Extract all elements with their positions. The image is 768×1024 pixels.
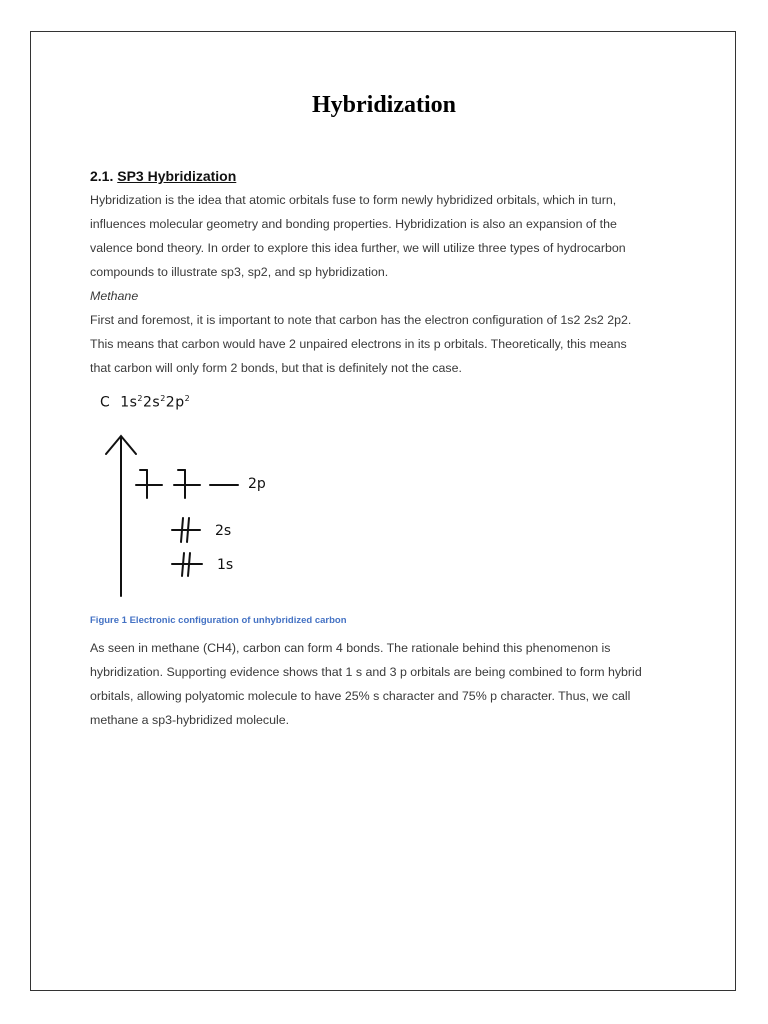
paragraph-line: methane a sp3-hybridized molecule. xyxy=(90,713,290,727)
electron-configuration-label xyxy=(100,394,190,411)
hybridization-paragraph xyxy=(90,636,690,732)
paragraph-line: hybridization. Supporting evidence shows that 1 s and 3 p orbitals are being combined to form hybrid xyxy=(90,665,642,679)
orbital-level-2p xyxy=(136,470,238,498)
level-label-2p: 2p xyxy=(248,476,266,492)
orbital-2s: 2s xyxy=(142,394,161,411)
methane-paragraph xyxy=(90,308,690,380)
paragraph-line: As seen in methane (CH4), carbon can form 4 bonds. The rationale behind this phenomenon is xyxy=(90,641,611,655)
paragraph-line: orbitals, allowing polyatomic molecule to have 25% s character and 75% p character. Thus, we call xyxy=(90,689,631,703)
exponent-2s: 2 xyxy=(160,394,166,403)
orbital-2p: 2p xyxy=(165,394,185,411)
paragraph-line: compounds to illustrate sp3, sp2, and sp hybridization. xyxy=(90,265,389,279)
orbital-level-2s xyxy=(172,518,200,542)
element-symbol: C xyxy=(100,394,111,411)
paragraph-line: This means that carbon would have 2 unpaired electrons in its p orbitals. Theoretically, this means xyxy=(90,337,627,351)
section-number: 2.1. xyxy=(90,168,114,184)
figure-caption: Figure 1 Electronic configuration of unhybridized carbon xyxy=(90,615,347,626)
exponent-1s: 2 xyxy=(137,394,143,403)
paragraph-line: First and foremost, it is important to note that carbon has the electron configuration of 1s2 2s2 2p2. xyxy=(90,313,632,327)
exponent-2p: 2 xyxy=(184,394,191,403)
intro-paragraph xyxy=(90,188,690,284)
paragraph-line: Hybridization is the idea that atomic orbitals fuse to form newly hybridized orbitals, which in turn, xyxy=(90,193,617,207)
paragraph-line: influences molecular geometry and bonding properties. Hybridization is also an expansion of the xyxy=(90,217,617,231)
methane-subheading: Methane xyxy=(90,289,139,303)
energy-axis-arrow xyxy=(106,436,136,596)
level-label-2s: 2s xyxy=(215,523,232,539)
section-heading xyxy=(90,168,236,184)
orbital-level-1s xyxy=(172,553,202,576)
level-label-1s: 1s xyxy=(217,557,234,573)
paragraph-line: valence bond theory. In order to explore this idea further, we will utilize three types of hydrocarbon xyxy=(90,241,626,255)
paragraph-line: that carbon will only form 2 bonds, but that is definitely not the case. xyxy=(90,361,462,375)
section-title: SP3 Hybridization xyxy=(117,168,237,184)
orbital-1s: 1s xyxy=(120,394,138,411)
orbital-diagram xyxy=(100,430,300,600)
page-title: Hybridization xyxy=(311,92,456,118)
